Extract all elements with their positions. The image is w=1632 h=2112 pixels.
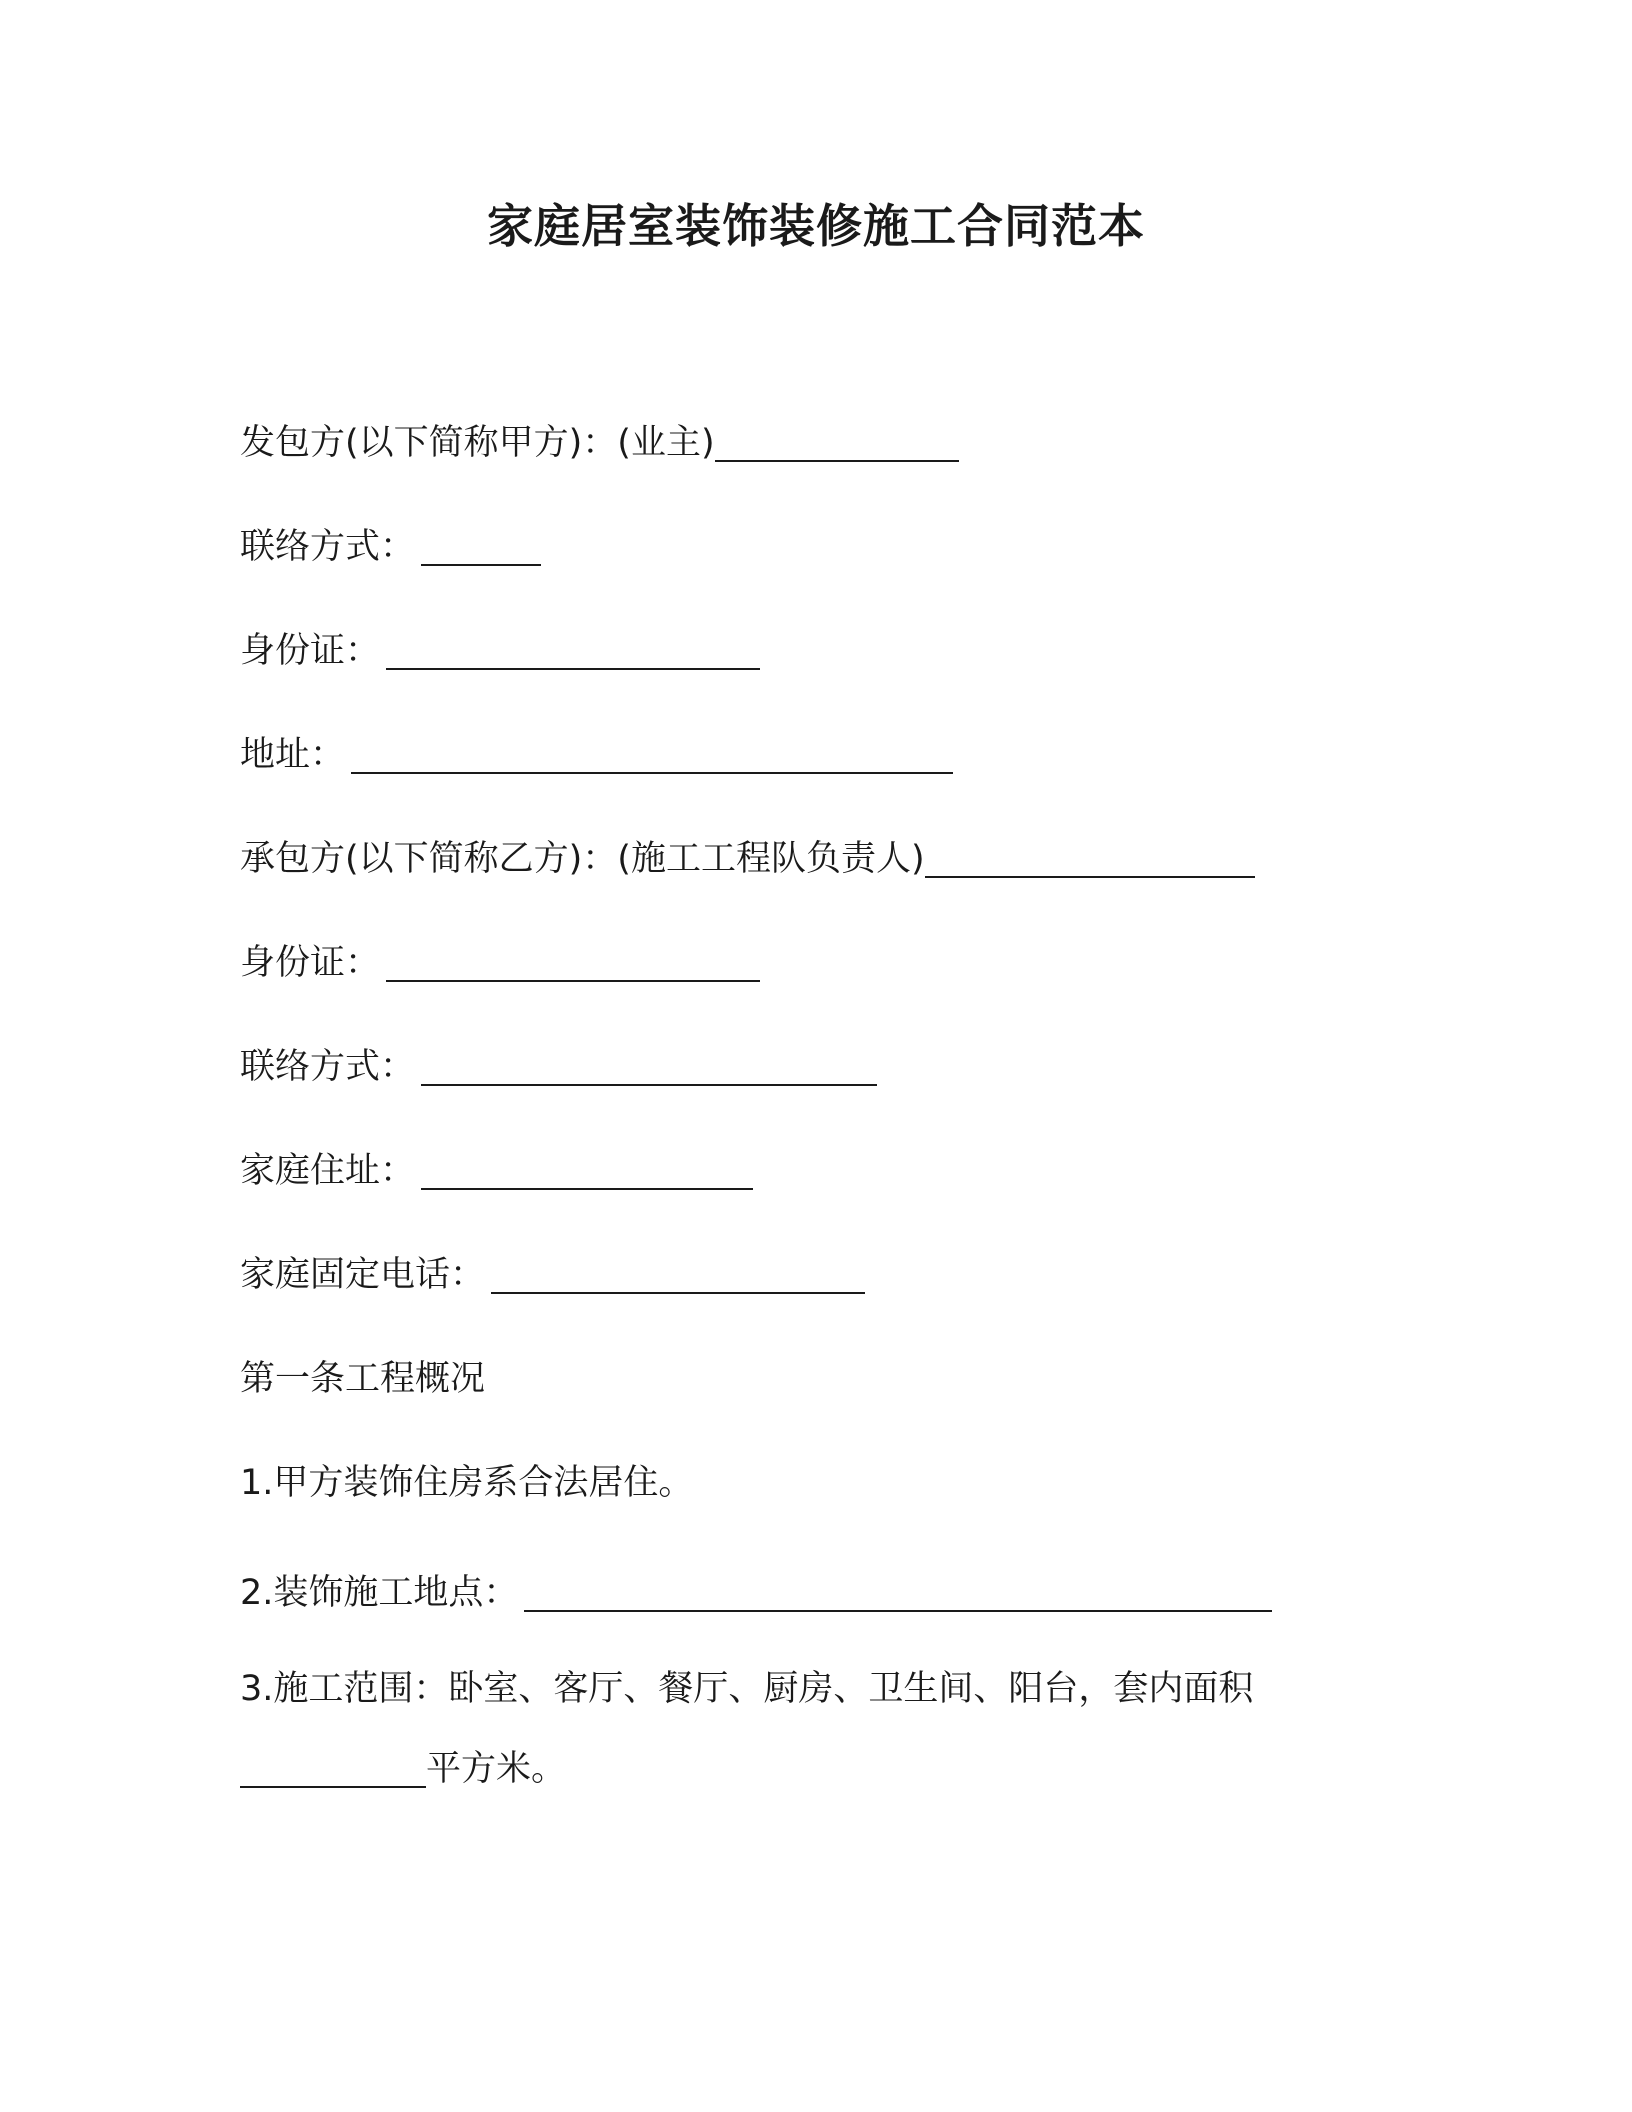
field-party-b-id xyxy=(240,938,760,988)
section-heading-text: 第一条工程概况 xyxy=(240,1359,486,1399)
field-party-a-address xyxy=(240,730,953,780)
fill-blank[interactable] xyxy=(421,526,541,566)
field-party-b-contact xyxy=(240,1042,877,1092)
field-party-b xyxy=(240,834,1255,884)
section-item-2 xyxy=(240,1568,1272,1618)
fill-blank[interactable] xyxy=(421,1150,753,1190)
fill-blank[interactable] xyxy=(715,422,959,462)
section-item-3-continued xyxy=(240,1744,566,1794)
item-text: 2.装饰施工地点： xyxy=(240,1573,519,1613)
item-text: 1.甲方装饰住房系合法居住。 xyxy=(240,1463,694,1503)
field-label: 联络方式： xyxy=(240,527,416,567)
section-heading xyxy=(240,1354,485,1404)
field-label: 身份证： xyxy=(240,943,381,983)
field-label: 承包方(以下简称乙方)：(施工工程队负责人) xyxy=(240,839,925,879)
field-label: 家庭住址： xyxy=(240,1151,416,1191)
fill-blank[interactable] xyxy=(491,1254,865,1294)
field-label: 发包方(以下简称甲方)：(业主) xyxy=(240,423,715,463)
document-title: 家庭居室装饰装修施工合同范本 xyxy=(487,199,1145,253)
field-party-a-contact xyxy=(240,522,541,572)
fill-blank[interactable] xyxy=(240,1748,426,1788)
field-label: 地址： xyxy=(240,735,346,775)
fill-blank[interactable] xyxy=(421,1046,877,1086)
fill-blank[interactable] xyxy=(386,630,760,670)
fill-blank[interactable] xyxy=(386,942,760,982)
fill-blank[interactable] xyxy=(524,1572,1272,1612)
section-item-3 xyxy=(240,1664,1253,1714)
fill-blank[interactable] xyxy=(925,838,1255,878)
field-label: 联络方式： xyxy=(240,1047,416,1087)
field-party-b-home-address xyxy=(240,1146,753,1196)
item-text: 平方米。 xyxy=(426,1749,567,1789)
fill-blank[interactable] xyxy=(351,734,953,774)
field-party-b-home-phone xyxy=(240,1250,865,1300)
field-party-a xyxy=(240,418,959,468)
item-text: 3.施工范围：卧室、客厅、餐厅、厨房、卫生间、阳台，套内面积 xyxy=(240,1669,1254,1709)
field-label: 身份证： xyxy=(240,631,381,671)
section-item-1 xyxy=(240,1458,693,1508)
field-party-a-id xyxy=(240,626,760,676)
field-label: 家庭固定电话： xyxy=(240,1255,486,1295)
